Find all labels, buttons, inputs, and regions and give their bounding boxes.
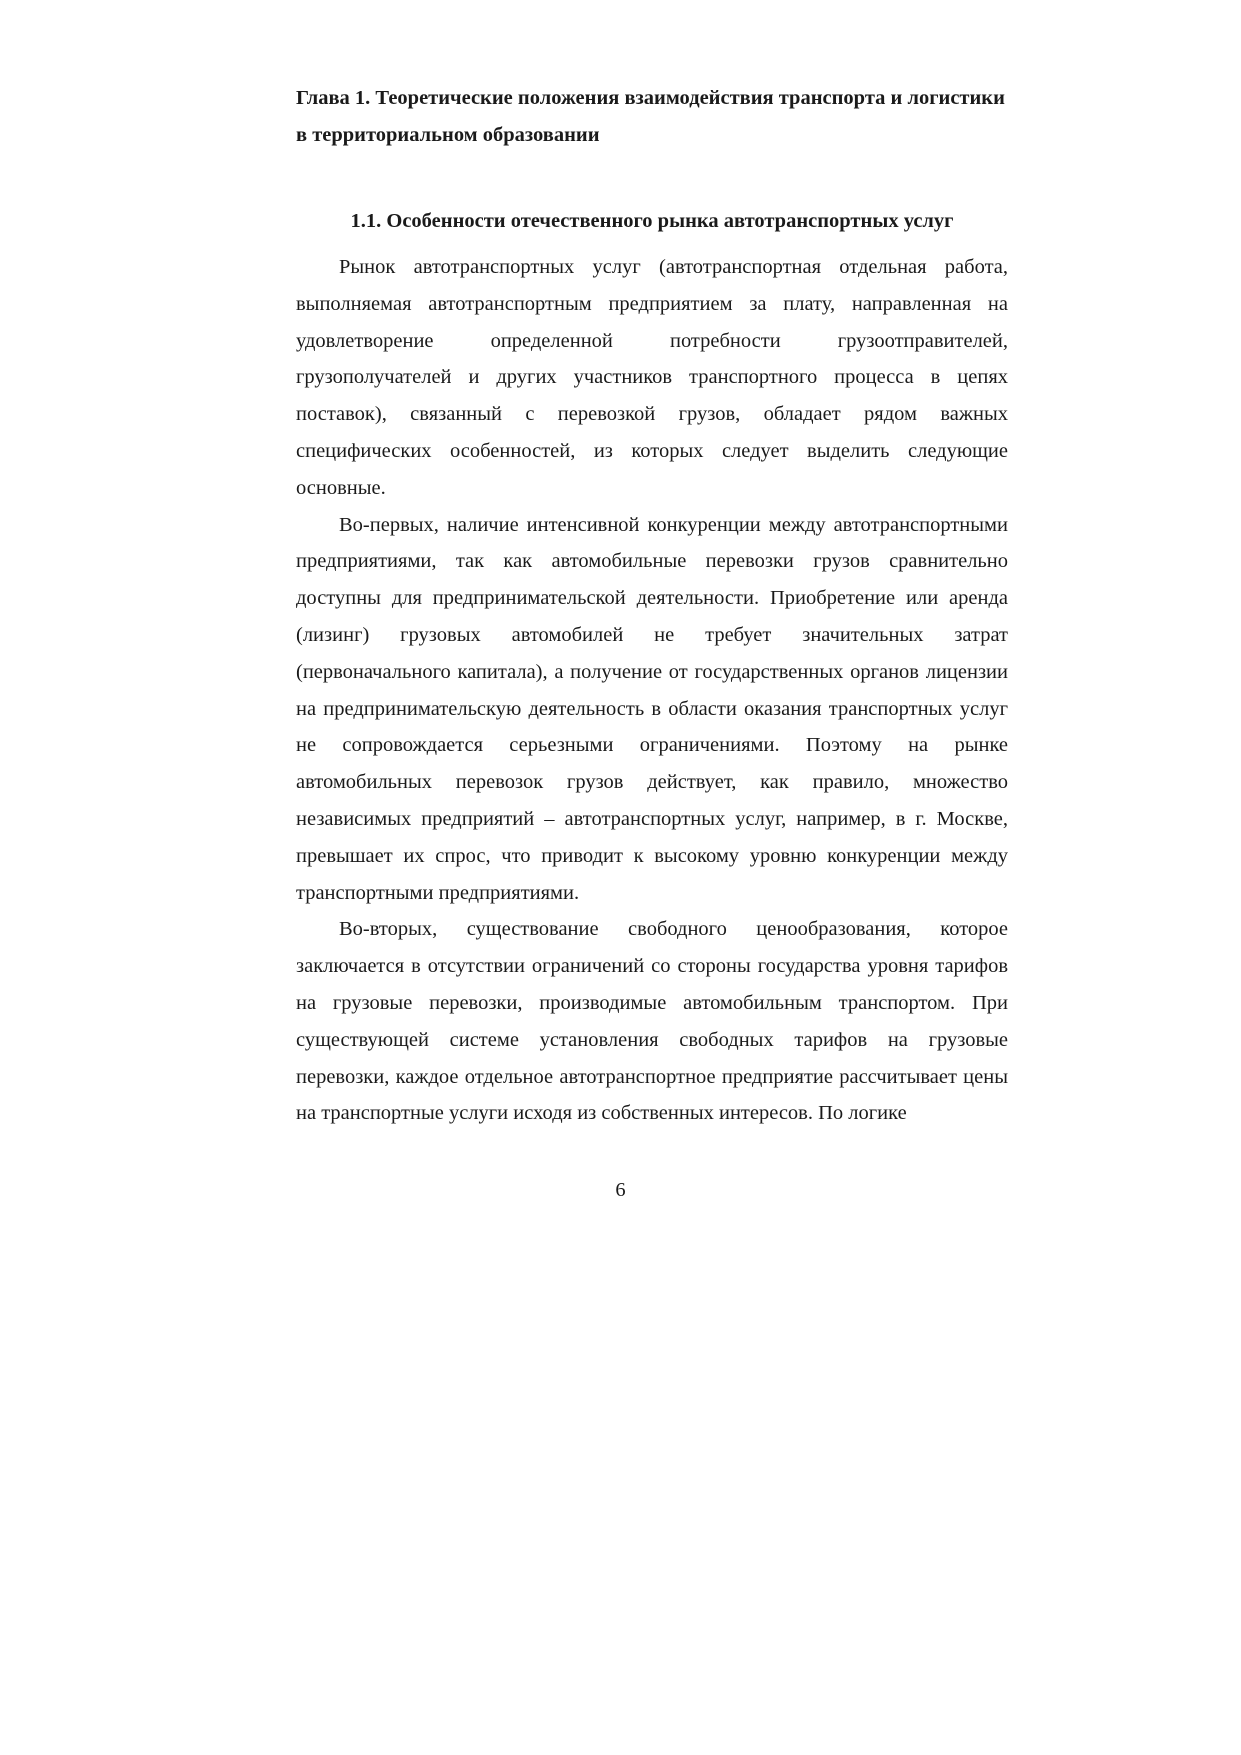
body-text	[296, 249, 1008, 1132]
paragraph: Во-вторых, существование свободного ценообразования, которое заключается в отсутствии ограничений со стороны государства уровня тарифов на грузовые перевозки, производимые автомобильным транспортом. При существующей системе установления свободных тарифов на грузовые перевозки, каждое отдельное автотранспортное предприятие рассчитывает цены на транспортные услуги исходя из собственных интересов. По логике	[296, 918, 1008, 1125]
paragraph: Во-первых, наличие интенсивной конкуренции между автотранспортными предприятиями, так как автомобильные перевозки грузов сравнительно доступны для предпринимательской деятельности. Приобретение или аренда (лизинг) грузовых автомобилей не требует значительных затрат (первоначального капитала), а получение от государственных органов лицензии на предпринимательскую деятельность в области оказания транспортных услуг не сопровождается серьезными ограничениями. Поэтому на рынке автомобильных перевозок грузов действует, как правило, множество независимых предприятий – автотранспортных услуг, например, в г. Москве, превышает их спрос, что приводит к высокому уровню конкуренции между транспортными предприятиями.	[296, 513, 1008, 904]
document-page	[296, 80, 1008, 1132]
page-number: 6	[615, 1179, 626, 1201]
section-title: 1.1. Особенности отечественного рынка автотранспортных услуг	[350, 210, 954, 232]
chapter-title: Глава 1. Теоретические положения взаимодействия транспорта и логистики в территориальном образовании	[296, 87, 1005, 146]
paragraph: Рынок автотранспортных услуг (автотранспортная отдельная работа, выполняемая автотранспортным предприятием за плату, направленная на удовлетворение определенной потребности грузоотправителей, грузополучателей и других участников транспортного процесса в цепях поставок), связанный с перевозкой грузов, обладает рядом важных специфических особенностей, из которых следует выделить следующие основные.	[296, 256, 1008, 499]
